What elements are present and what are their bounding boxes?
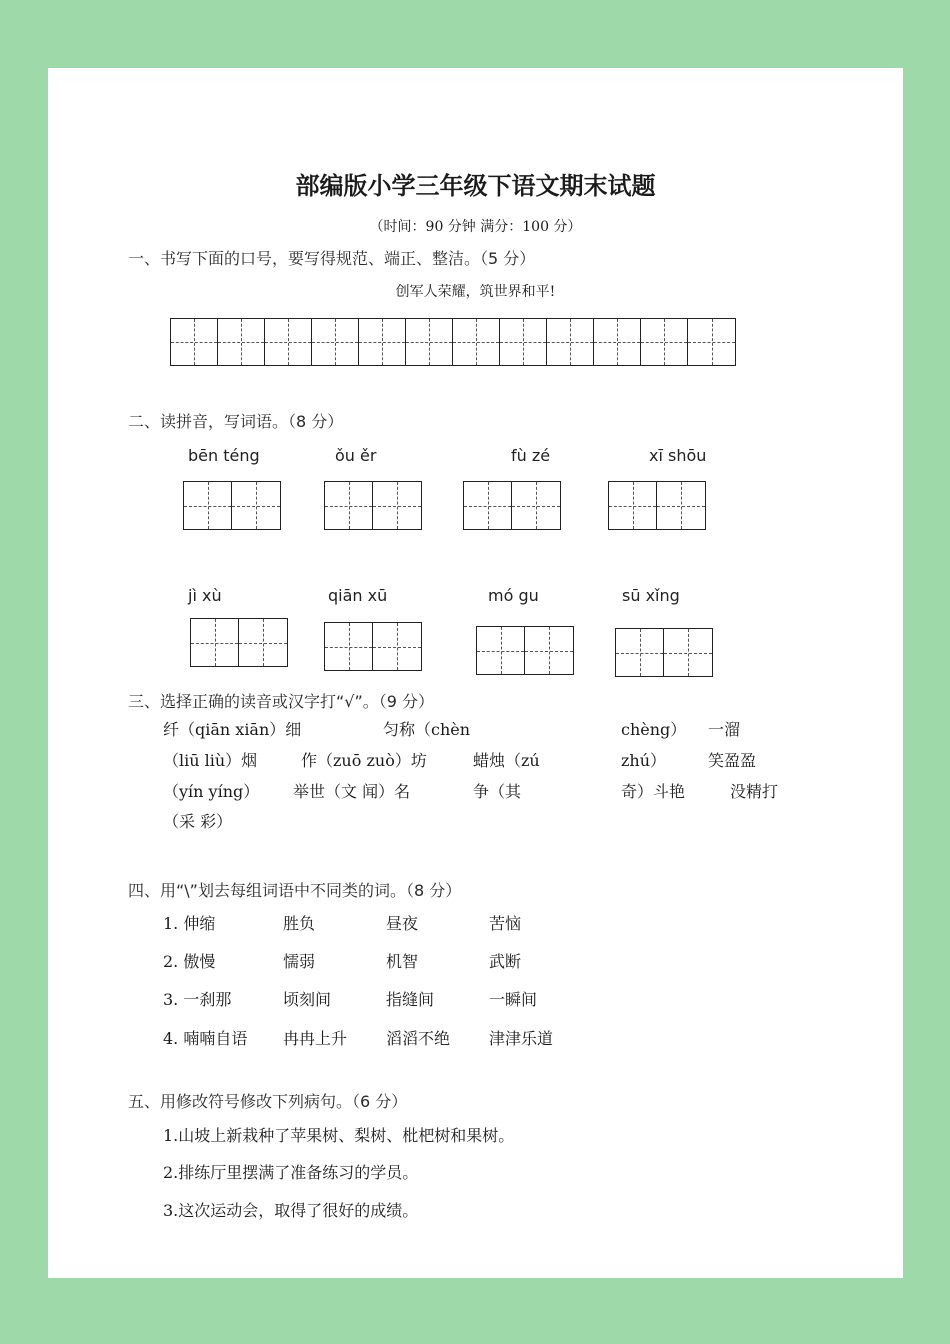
grid-cell[interactable]: [500, 319, 547, 365]
grid-cell[interactable]: [325, 623, 373, 670]
pinyin: qiān xū: [328, 586, 388, 605]
grid-cell[interactable]: [325, 482, 373, 529]
choice-text: 蜡烛（zú: [473, 751, 540, 770]
writing-grid: [170, 318, 736, 366]
word-item: 冉冉上升: [283, 1029, 348, 1048]
pinyin: fù zé: [511, 446, 551, 465]
answer-box: [324, 481, 422, 530]
pinyin: bēn téng: [188, 446, 260, 465]
section-1-heading: 一、书写下面的口号，要写得规范、端正、整洁。（5 分）: [128, 249, 536, 268]
pinyin: xī shōu: [649, 446, 707, 465]
choice-text: （采 彩）: [163, 812, 233, 831]
word-item: 滔滔不绝: [386, 1029, 451, 1048]
grid-cell[interactable]: [184, 482, 232, 529]
grid-cell[interactable]: [594, 319, 641, 365]
grid-cell[interactable]: [525, 627, 573, 674]
grid-cell[interactable]: [453, 319, 500, 365]
grid-cell[interactable]: [406, 319, 453, 365]
choice-text: 匀称（chèn: [383, 720, 471, 739]
word-item: 一瞬间: [489, 990, 538, 1009]
grid-cell[interactable]: [609, 482, 657, 529]
sentence-item: 2.排练厅里摆满了准备练习的学员。: [163, 1163, 419, 1182]
grid-cell[interactable]: [232, 482, 280, 529]
pinyin: ǒu ěr: [335, 446, 377, 465]
grid-cell[interactable]: [657, 482, 705, 529]
grid-cell[interactable]: [373, 623, 421, 670]
answer-box: [190, 618, 288, 667]
choice-text: 没精打: [730, 782, 779, 801]
pinyin: sū xǐng: [622, 586, 680, 605]
word-item: 昼夜: [386, 914, 419, 933]
choice-text: 争（其: [473, 782, 522, 801]
grid-cell[interactable]: [191, 619, 239, 666]
choice-text: chèng）: [621, 720, 687, 739]
grid-cell[interactable]: [359, 319, 406, 365]
choice-text: 笑盈盈: [708, 751, 757, 770]
pinyin: mó gu: [488, 586, 539, 605]
choice-text: 举世（文 闻）名: [293, 782, 411, 801]
word-item: 指缝间: [386, 990, 435, 1009]
word-item: 苦恼: [489, 914, 522, 933]
answer-box: [183, 481, 281, 530]
page-title: 部编版小学三年级下语文期末试题: [295, 171, 656, 200]
choice-text: 作（zuō zuò）坊: [301, 751, 427, 770]
grid-cell[interactable]: [688, 319, 735, 365]
choice-text: 一溜: [708, 720, 741, 739]
grid-cell[interactable]: [373, 482, 421, 529]
grid-cell[interactable]: [239, 619, 287, 666]
word-item: 武断: [489, 952, 522, 971]
word-item: 4. 喃喃自语: [163, 1029, 248, 1048]
choice-text: （yín yíng）: [163, 782, 260, 801]
answer-box: [463, 481, 561, 530]
answer-box: [615, 628, 713, 677]
word-item: 顷刻间: [283, 990, 332, 1009]
grid-cell[interactable]: [218, 319, 265, 365]
slogan: 创军人荣耀，筑世界和平!: [395, 284, 556, 300]
word-item: 3. 一刹那: [163, 990, 232, 1009]
grid-cell[interactable]: [641, 319, 688, 365]
choice-text: 奇）斗艳: [621, 782, 686, 801]
answer-box: [324, 622, 422, 671]
answer-box: [608, 481, 706, 530]
word-item: 津津乐道: [489, 1029, 554, 1048]
grid-cell[interactable]: [171, 319, 218, 365]
choice-text: zhú）: [621, 751, 667, 770]
sentence-item: 1.山坡上新栽种了苹果树、梨树、枇杷树和果树。: [163, 1126, 515, 1145]
grid-cell[interactable]: [477, 627, 525, 674]
grid-cell[interactable]: [664, 629, 712, 676]
section-5-heading: 五、用修改符号修改下列病句。（6 分）: [128, 1092, 408, 1111]
section-2-heading: 二、读拼音，写词语。（8 分）: [128, 412, 344, 431]
word-item: 懦弱: [283, 952, 316, 971]
section-4-heading: 四、用“\”划去每组词语中不同类的词。（8 分）: [128, 881, 462, 900]
choice-text: 纤（qiān xiān）细: [163, 720, 302, 739]
grid-cell[interactable]: [512, 482, 560, 529]
exam-paper: [48, 68, 903, 1278]
answer-box: [476, 626, 574, 675]
choice-text: （liū liù）烟: [163, 751, 258, 770]
sentence-item: 3.这次运动会，取得了很好的成绩。: [163, 1201, 419, 1220]
pinyin: jì xù: [188, 586, 222, 605]
word-item: 1. 伸缩: [163, 914, 216, 933]
word-item: 机智: [386, 952, 419, 971]
grid-cell[interactable]: [464, 482, 512, 529]
grid-cell[interactable]: [547, 319, 594, 365]
section-3-heading: 三、选择正确的读音或汉字打“√”。（9 分）: [128, 692, 435, 711]
grid-cell[interactable]: [616, 629, 664, 676]
word-item: 胜负: [283, 914, 316, 933]
exam-info: （时间：90 分钟 满分：100 分）: [369, 219, 582, 235]
grid-cell[interactable]: [312, 319, 359, 365]
grid-cell[interactable]: [265, 319, 312, 365]
word-item: 2. 傲慢: [163, 952, 216, 971]
